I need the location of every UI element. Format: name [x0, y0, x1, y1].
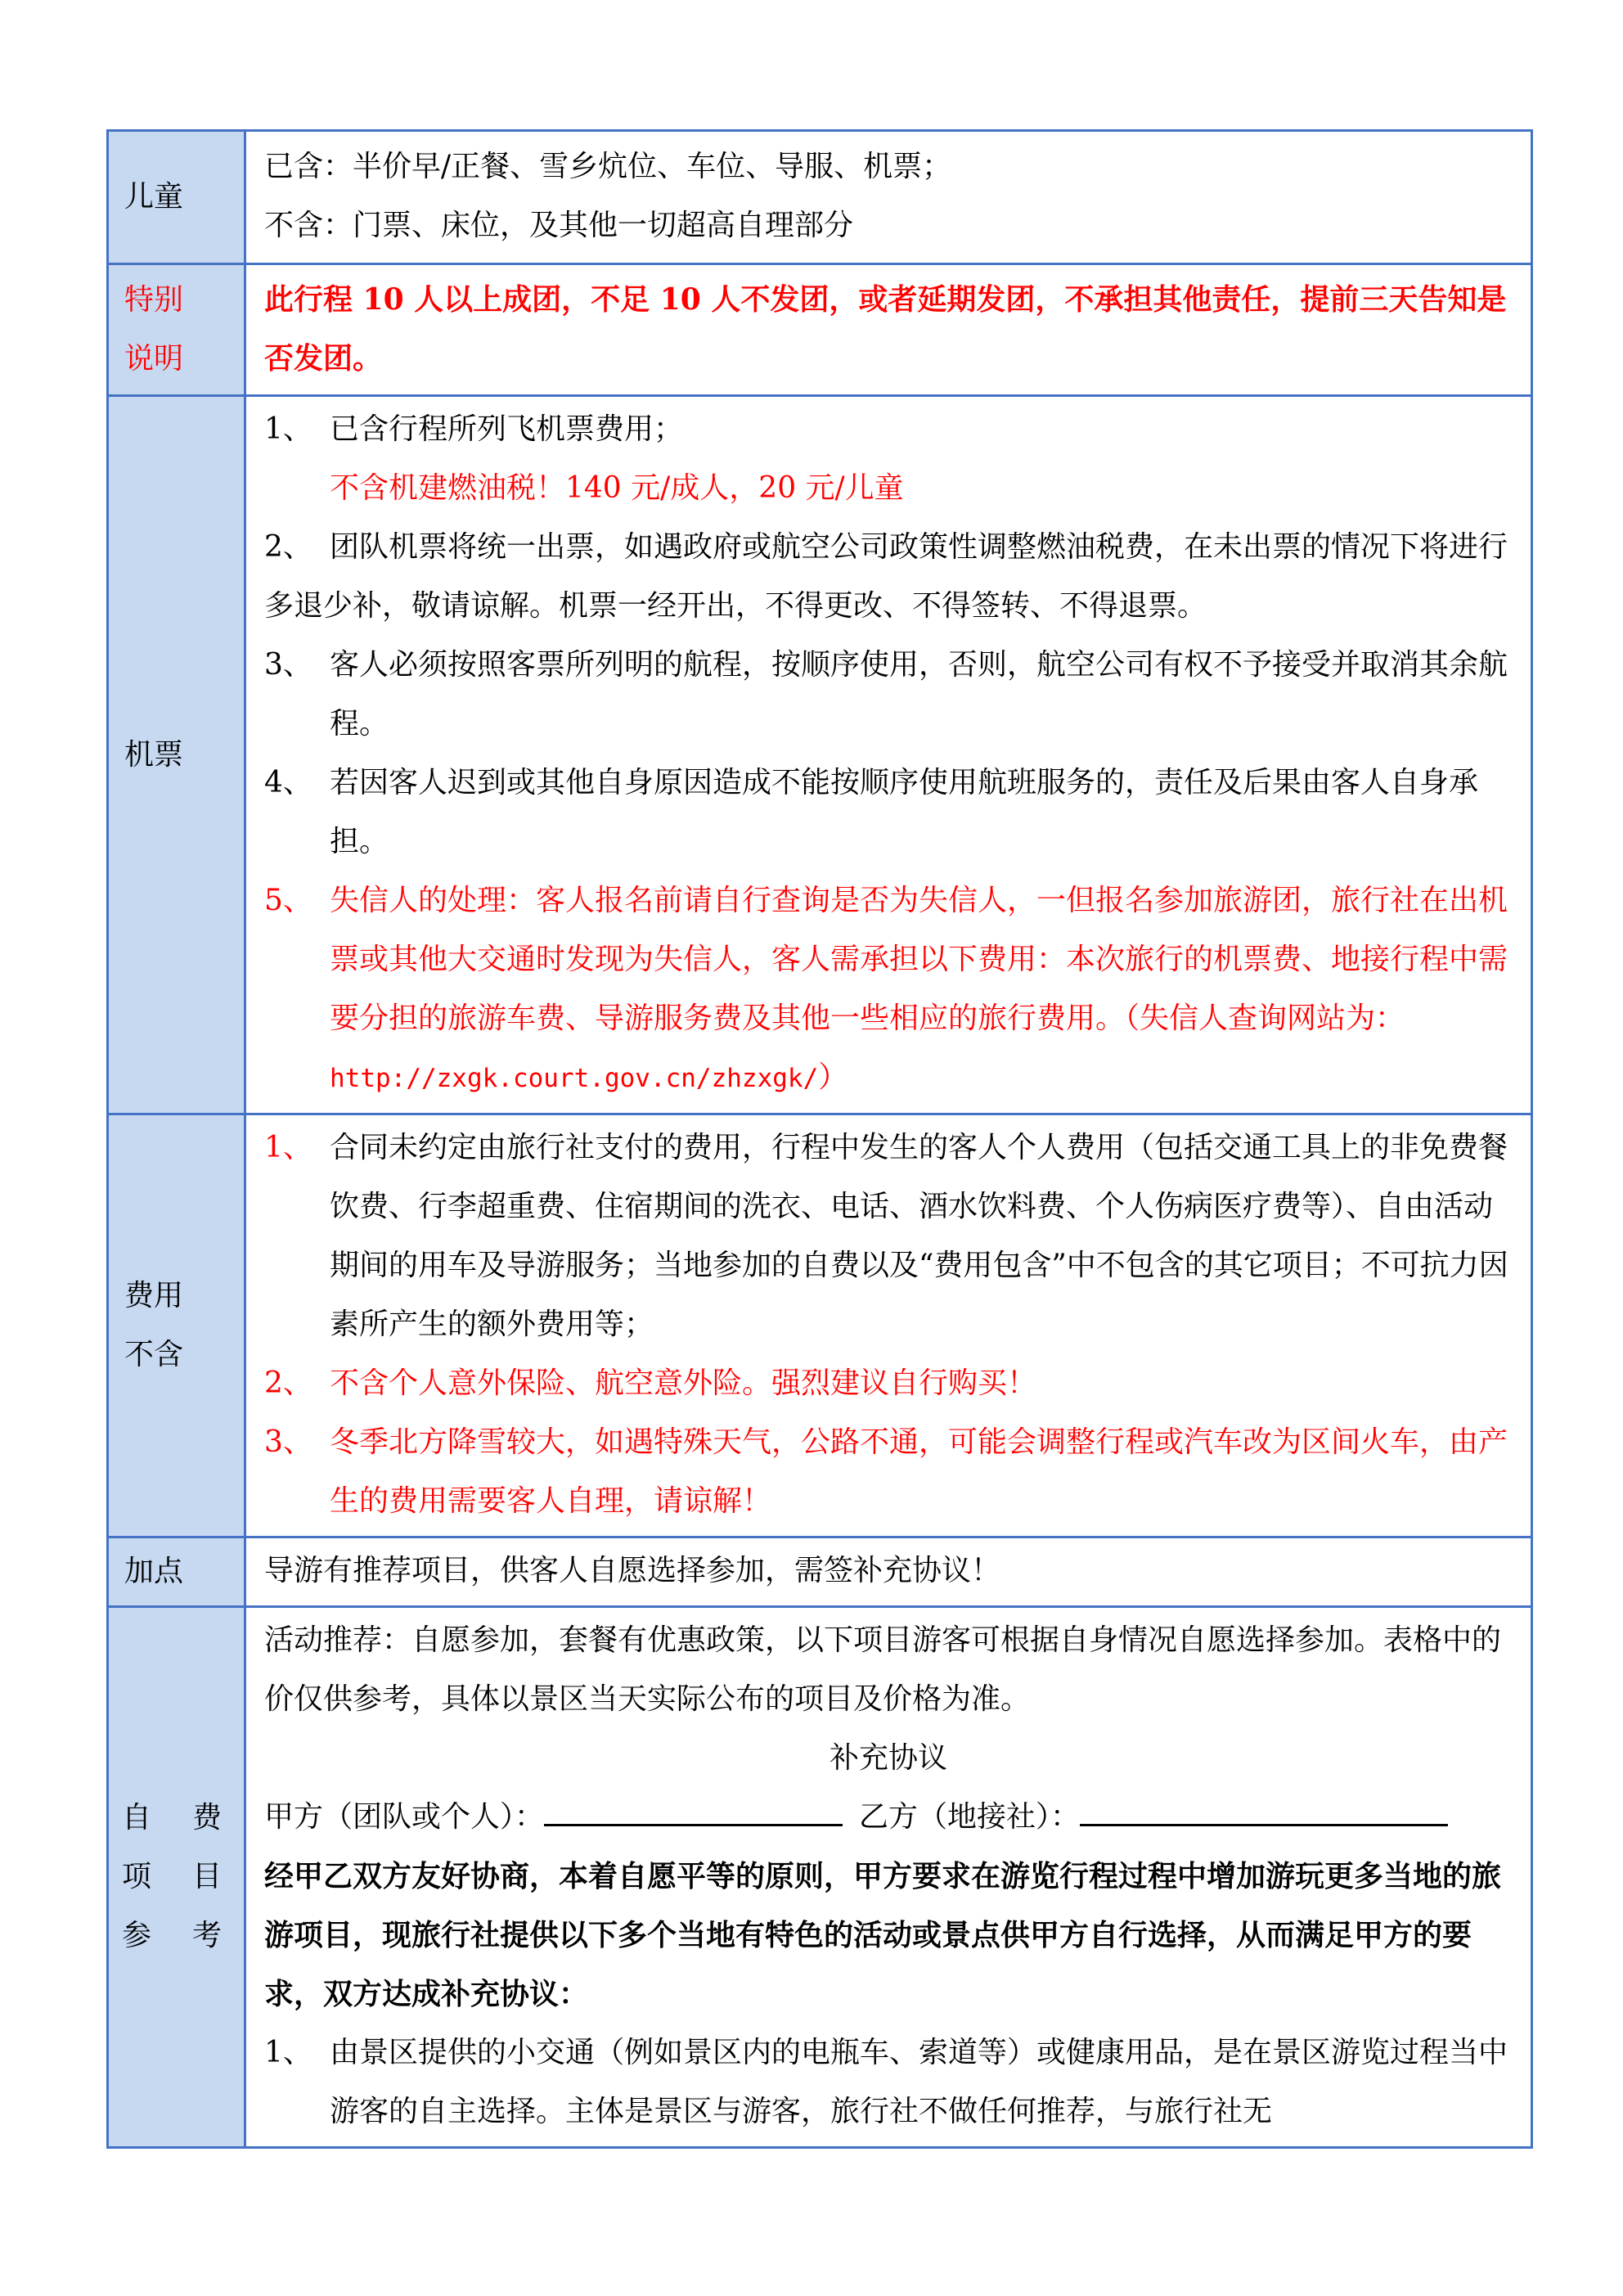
content-optional-items — [245, 1607, 1532, 2148]
content-fees-excluded — [245, 1114, 1532, 1537]
optional-item-1: 1、 由景区提供的小交通（例如景区内的电瓶车、索道等）或健康用品，是在景区游览过程当中游客的自主选择。主体是景区与游客，旅行社不做任何推荐，与旅行社无 — [264, 2036, 1508, 2128]
ticket-item-4: 4、 若因客人迟到或其他自身原因造成不能按顺序使用航班服务的，责任及后果由客人自身承担。 — [264, 766, 1479, 858]
row-air-tickets — [108, 396, 1532, 1114]
special-notes-text: 此行程 10 人以上成团，不足 10 人不发团，或者延期发团，不承担其他责任，提前三天告知是否发团。 — [264, 282, 1507, 376]
ticket-item-5: 5、 失信人的处理：客人报名前请自行查询是否为失信人，一但报名参加旅游团，旅行社在出机票或其他大交通时发现为失信人，客人需承担以下费用：本次旅行的机票费、地接行程中需要分担的旅游车费、导游服务费及其他一些相应的旅行费用。（失信人查询网站为：http://zxgk.court.gov.cn/zhzxgk/） — [264, 884, 1508, 1094]
label-extras: 加点 — [108, 1537, 245, 1607]
ticket-item-2: 2、 团队机票将统一出票，如遇政府或航空公司政策性调整燃油税费，在未出票的情况下将进行多退少补，敬请谅解。机票一经开出，不得更改、不得签转、不得退票。 — [264, 530, 1508, 623]
label-fees-excluded: 费用 不含 — [108, 1114, 245, 1537]
excluded-item-3: 3、 冬季北方降雪较大，如遇特殊天气，公路不通，可能会调整行程或汽车改为区间火车，由产生的费用需要客人自理，请谅解！ — [264, 1425, 1508, 1518]
content-extras — [245, 1537, 1532, 1607]
label-special-notes: 特别 说明 — [108, 264, 245, 396]
row-optional-items — [108, 1607, 1532, 2148]
agreement-title: 补充协议 — [829, 1741, 947, 1775]
label-children: 儿童 — [108, 131, 245, 264]
dishonest-query-link[interactable]: http://zxgk.court.gov.cn/zhzxgk/ — [330, 1064, 819, 1093]
children-excluded: 不含：门票、床位，及其他一切超高自理部分 — [264, 209, 854, 242]
ticket-item-3: 3、 客人必须按照客票所列明的航程，按顺序使用，否则，航空公司有权不予接受并取消其余航程。 — [264, 648, 1508, 741]
content-special-notes — [245, 264, 1532, 396]
excluded-item-1: 1、 合同未约定由旅行社支付的费用，行程中发生的客人个人费用（包括交通工具上的非免费餐饮费、行李超重费、住宿期间的洗衣、电话、酒水饮料费、个人伤病医疗费等）、自由活动期间的用车及导游服务；当地参加的自费以及“费用包含”中不包含的其它项目；不可抗力因素所产生的额外费用等； — [264, 1131, 1508, 1341]
ticket-item-1: 1、 已含行程所列飞机票费用； — [264, 412, 684, 446]
extras-text: 导游有推荐项目，供客人自愿选择参加，需签补充协议！ — [264, 1554, 1001, 1587]
content-air-tickets — [245, 396, 1532, 1114]
excluded-item-2: 2、 不含个人意外保险、航空意外险。强烈建议自行购买！ — [264, 1366, 1037, 1400]
agreement-text: 经甲乙双方友好协商，本着自愿平等的原则，甲方要求在游览行程过程中增加游玩更多当地的旅游项目，现旅行社提供以下多个当地有特色的活动或景点供甲方自行选择，从而满足甲方的要求，双方达成补充协议： — [264, 1859, 1502, 2011]
optional-intro: 活动推荐：自愿参加，套餐有优惠政策，以下项目游客可根据自身情况自愿选择参加。表格中的价仅供参考，具体以景区当天实际公布的项目及价格为准。 — [264, 1623, 1502, 1716]
agreement-parties — [264, 1788, 1513, 1847]
itinerary-table — [106, 129, 1533, 2149]
ticket-tax-note: 不含机建燃油税！140 元/成人，20 元/儿童 — [330, 471, 904, 505]
label-optional-items: 自 费 项 目 参 考 — [108, 1607, 245, 2148]
content-children — [245, 131, 1532, 264]
party-b-label: 乙方（地接社）： — [859, 1800, 1081, 1834]
row-children — [108, 131, 1532, 264]
party-b-blank[interactable] — [1080, 1791, 1448, 1826]
children-included: 已含：半价早/正餐、雪乡炕位、车位、导服、机票； — [264, 150, 952, 183]
row-extras — [108, 1537, 1532, 1607]
party-a-label: 甲方（团队或个人）： — [264, 1800, 545, 1834]
row-special-notes — [108, 264, 1532, 396]
label-air-tickets: 机票 — [108, 396, 245, 1114]
party-a-blank[interactable] — [544, 1791, 843, 1826]
row-fees-excluded — [108, 1114, 1532, 1537]
